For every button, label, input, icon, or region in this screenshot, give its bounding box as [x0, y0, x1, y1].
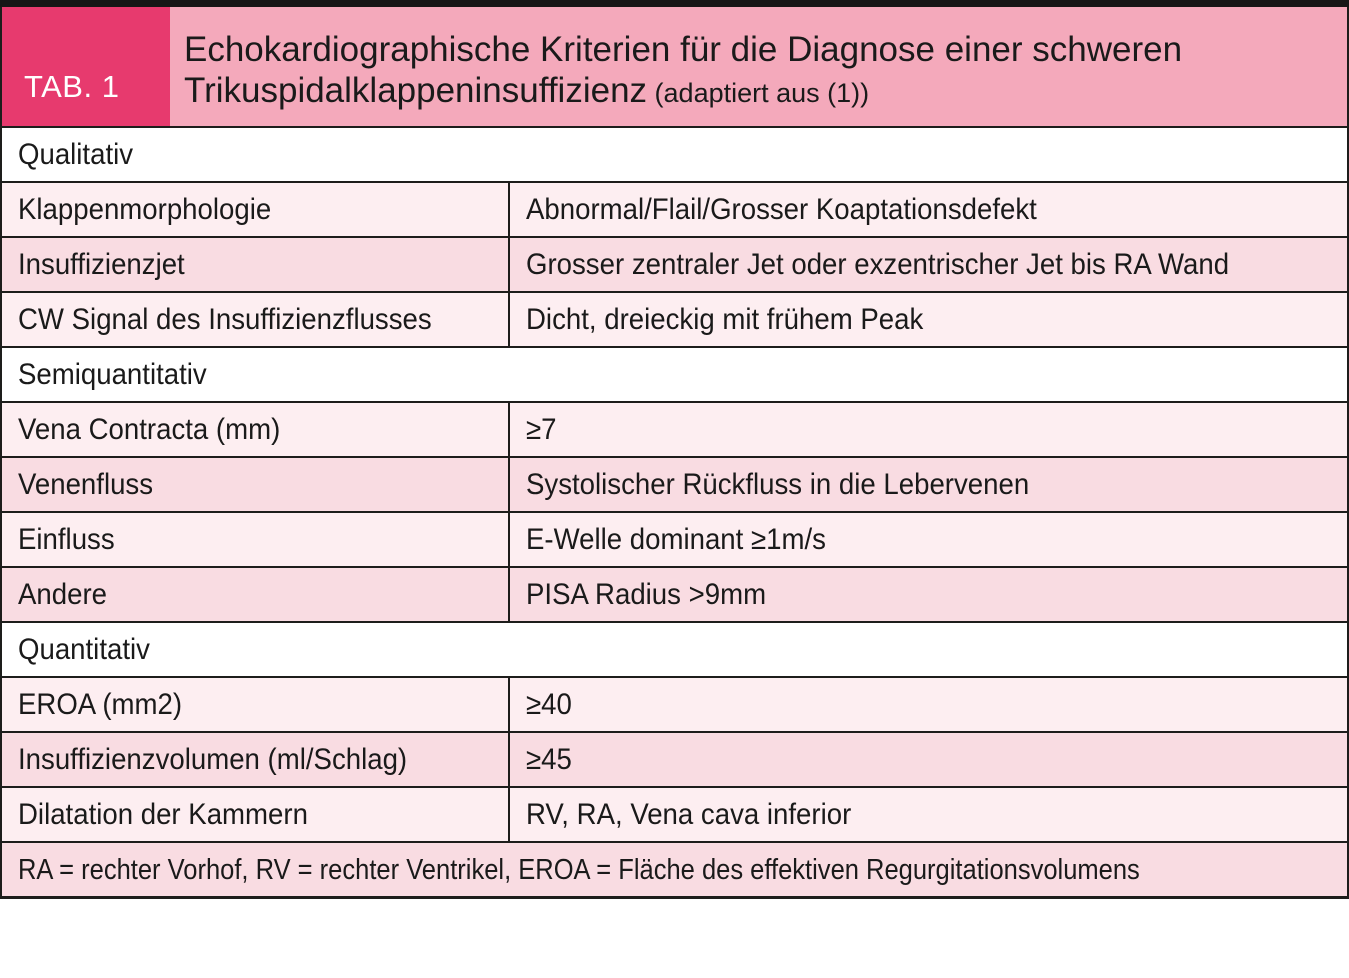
tab-badge-label: TAB. 1: [24, 69, 120, 104]
criterion-cell: Vena Contracta (mm): [1, 402, 509, 457]
section-row-qualitativ: [1, 127, 1348, 182]
value-cell: E-Welle dominant ≥1m/s: [509, 512, 1348, 567]
table-header-band: [0, 7, 1349, 126]
criterion-cell: Andere: [1, 567, 509, 622]
section-row-semiquantitativ: [1, 347, 1348, 402]
value-cell: ≥7: [509, 402, 1348, 457]
section-row-quantitativ: [1, 622, 1348, 677]
table-row: [1, 512, 1348, 567]
footnote-text: RA = rechter Vorhof, RV = rechter Ventrikel, EROA = Fläche des effektiven Regurgitationsvolumens: [18, 853, 1140, 886]
criterion-cell: CW Signal des Insuffizienzflusses: [1, 292, 509, 347]
value-cell: ≥45: [509, 732, 1348, 787]
section-header: Quantitativ: [1, 622, 1348, 677]
table-title-line1: Echokardiographische Kriterien für die Diagnose einer schweren: [184, 30, 1183, 69]
table-title-adapted-note: (adaptiert aus (1)): [647, 78, 870, 108]
table-title: [170, 7, 1182, 126]
value-cell: PISA Radius >9mm: [509, 567, 1348, 622]
criterion-cell: EROA (mm2): [1, 677, 509, 732]
value-cell: Grosser zentraler Jet oder exzentrischer Jet bis RA Wand: [509, 237, 1348, 292]
table-row: [1, 457, 1348, 512]
table-row: [1, 567, 1348, 622]
top-border-bar: [0, 0, 1349, 7]
criterion-cell: Insuffizienzvolumen (ml/Schlag): [1, 732, 509, 787]
table-row: [1, 402, 1348, 457]
criterion-cell: Klappenmorphologie: [1, 182, 509, 237]
table-row: [1, 732, 1348, 787]
criteria-table: [0, 126, 1349, 899]
criterion-cell: Venenfluss: [1, 457, 509, 512]
section-header: Semiquantitativ: [1, 347, 1348, 402]
tab-badge: [2, 7, 170, 126]
table-row: [1, 182, 1348, 237]
criterion-cell: Einfluss: [1, 512, 509, 567]
footnote-row: [1, 842, 1348, 898]
table-row: [1, 237, 1348, 292]
table-row: [1, 292, 1348, 347]
value-cell: Systolischer Rückfluss in die Lebervenen: [509, 457, 1348, 512]
criterion-cell: Dilatation der Kammern: [1, 787, 509, 842]
value-cell: Abnormal/Flail/Grosser Koaptationsdefekt: [509, 182, 1348, 237]
value-cell: RV, RA, Vena cava inferior: [509, 787, 1348, 842]
footnote-cell: [1, 842, 1348, 898]
table-row: [1, 677, 1348, 732]
criterion-cell: Insuffizienzjet: [1, 237, 509, 292]
table-title-line2: [184, 70, 1182, 114]
table-title-line2-main: Trikuspidalklappeninsuffizienz: [184, 71, 648, 110]
section-header: Qualitativ: [1, 127, 1348, 182]
value-cell: Dicht, dreieckig mit frühem Peak: [509, 292, 1348, 347]
value-cell: ≥40: [509, 677, 1348, 732]
table-row: [1, 787, 1348, 842]
